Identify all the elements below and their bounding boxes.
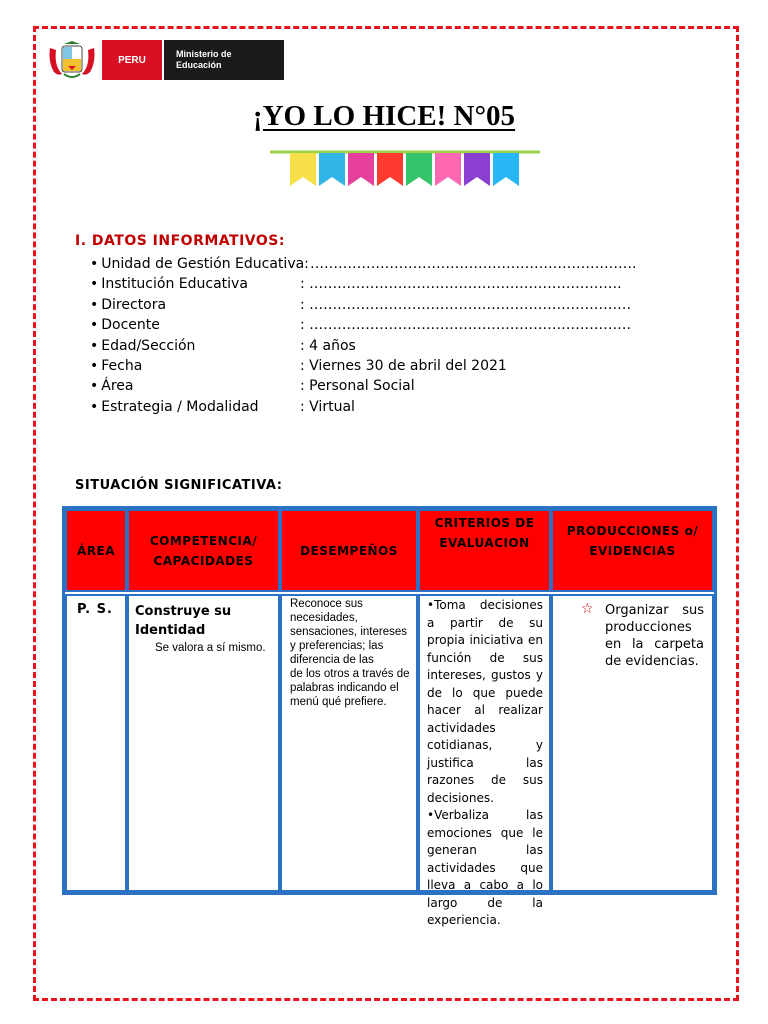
info-label: • Directora bbox=[90, 297, 166, 313]
info-value: : 4 años bbox=[300, 337, 356, 354]
info-value: : …………………………………………………………. bbox=[300, 276, 622, 293]
info-list bbox=[90, 256, 637, 419]
info-label: • Institución Educativa bbox=[90, 276, 248, 292]
header-area: ÁREA bbox=[65, 509, 127, 592]
bunting-icon bbox=[270, 148, 540, 190]
info-row bbox=[90, 337, 356, 358]
ministry-label: Ministerio de Educación bbox=[164, 40, 284, 80]
bunting-flag bbox=[348, 153, 374, 186]
minedu-logo bbox=[44, 40, 284, 80]
info-row bbox=[90, 256, 637, 276]
info-label: • Unidad de Gestión Educativa: bbox=[90, 256, 309, 272]
produccion-text: Organizar sus producciones en la carpeta de evidencias. bbox=[605, 603, 704, 669]
header-desempenos: DESEMPEÑOS bbox=[280, 509, 418, 592]
peru-crest-icon bbox=[44, 40, 100, 80]
info-label: • Área bbox=[90, 378, 133, 394]
criterios-cell bbox=[418, 594, 551, 927]
info-value: : Personal Social bbox=[300, 378, 415, 395]
situation-heading: SITUACIÓN SIGNIFICATIVA: bbox=[75, 478, 283, 493]
info-row bbox=[90, 398, 355, 419]
info-row bbox=[90, 378, 415, 398]
info-value: ……………………………………………………………. bbox=[310, 256, 637, 272]
produccion-cell bbox=[551, 594, 714, 892]
competencia-cell bbox=[127, 594, 280, 892]
peru-label: PERU bbox=[102, 40, 162, 80]
info-row bbox=[90, 357, 507, 378]
header-producciones: PRODUCCIONES o/ EVIDENCIAS bbox=[551, 509, 714, 592]
info-label: • Fecha bbox=[90, 358, 142, 374]
capacidad-text: Se valora a sí mismo. bbox=[155, 642, 266, 654]
criterio-1: •Toma decisiones a partir de su propia iniciativa en función de sus intereses, gustos y de lo que puede hacer al realizar actividades cotidianas, y justifica las razones de sus decisiones. bbox=[427, 598, 543, 805]
bunting-flag bbox=[464, 153, 490, 186]
criterio-2: •Verbaliza las emociones que le generan las actividades que lleva a cabo a lo largo de la experiencia. bbox=[427, 808, 543, 927]
planning-table bbox=[62, 506, 717, 927]
area-cell: P. S. bbox=[65, 594, 127, 892]
info-label: • Edad/Sección bbox=[90, 338, 195, 354]
header-competencia: COMPETENCIA/ CAPACIDADES bbox=[127, 509, 280, 592]
bunting-flag bbox=[435, 153, 461, 186]
desempeno-cell: Reconoce sus necesidades, sensaciones, intereses y preferencias; las diferencia de las de los otros a través de palabras indicando el menú qué prefiere. bbox=[280, 594, 418, 892]
info-row bbox=[90, 296, 632, 317]
bunting-flag bbox=[319, 153, 345, 186]
info-label: • Estrategia / Modalidad bbox=[90, 399, 259, 415]
competencia-title: Construye su Identidad bbox=[135, 604, 232, 638]
bunting-flag bbox=[377, 153, 403, 186]
section-heading: I. DATOS INFORMATIVOS: bbox=[75, 233, 285, 249]
info-value: : …………………………………………………………… bbox=[300, 296, 632, 313]
info-value: : Viernes 30 de abril del 2021 bbox=[300, 357, 507, 374]
info-label: • Docente bbox=[90, 317, 160, 333]
info-row bbox=[90, 276, 622, 296]
header-criterios: CRITERIOS DE EVALUACION bbox=[418, 509, 551, 592]
bunting-flag bbox=[406, 153, 432, 186]
info-value: : Virtual bbox=[300, 398, 355, 415]
page-title: ¡YO LO HICE! N°05 bbox=[252, 100, 516, 132]
info-row bbox=[90, 317, 632, 337]
bunting-flag bbox=[493, 153, 519, 186]
bunting-flag bbox=[290, 153, 316, 186]
star-icon: ☆ bbox=[581, 601, 594, 617]
info-value: : …………………………………………………………… bbox=[300, 317, 632, 334]
